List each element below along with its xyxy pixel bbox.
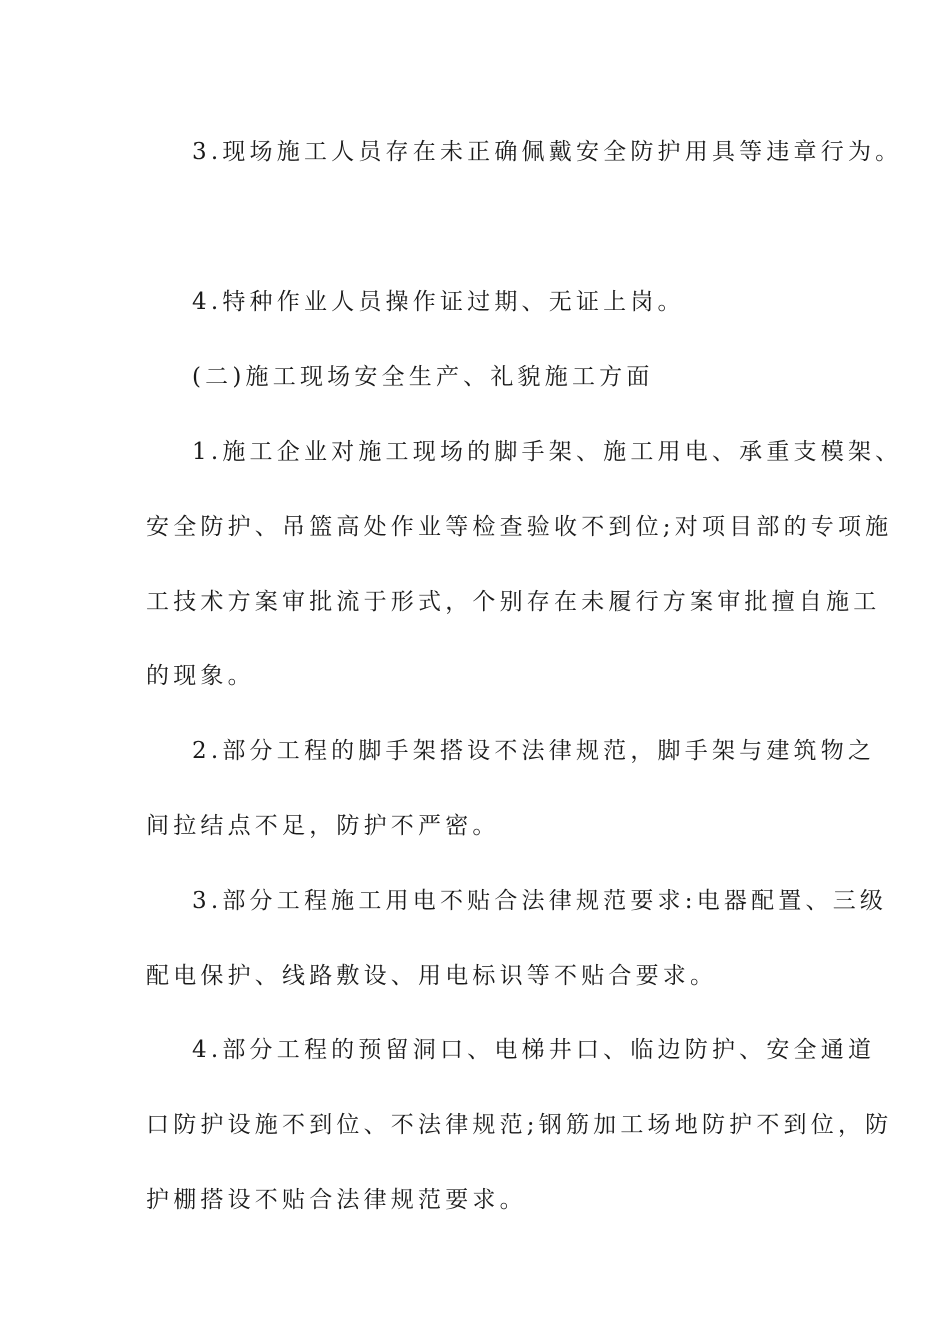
paragraph-line: 4.特种作业人员操作证过期、无证上岗。 [192, 289, 685, 315]
paragraph-line: 的现象。 [146, 663, 255, 689]
paragraph-line: 工技术方案审批流于形式，个别存在未履行方案审批擅自施工 [146, 589, 881, 615]
paragraph-line: 口防护设施不到位、不法律规范;钢筋加工场地防护不到位，防 [146, 1112, 893, 1138]
paragraph-line: 3.部分工程施工用电不贴合法律规范要求:电器配置、三级 [192, 888, 888, 914]
paragraph-line: 间拉结点不足，防护不严密。 [146, 813, 500, 839]
paragraph-line: 安全防护、吊篮高处作业等检查验收不到位;对项目部的专项施 [146, 514, 893, 540]
section-heading: (二)施工现场安全生产、礼貌施工方面 [192, 364, 654, 390]
paragraph-line: 1.施工企业对施工现场的脚手架、施工用电、承重支模架、 [192, 439, 903, 465]
paragraph-line: 配电保护、线路敷设、用电标识等不贴合要求。 [146, 963, 718, 989]
paragraph-line: 3.现场施工人员存在未正确佩戴安全防护用具等违章行为。 [192, 139, 903, 165]
paragraph-line: 2.部分工程的脚手架搭设不法律规范，脚手架与建筑物之 [192, 738, 876, 764]
paragraph-line: 护棚搭设不贴合法律规范要求。 [146, 1187, 527, 1213]
paragraph-line: 4.部分工程的预留洞口、电梯井口、临边防护、安全通道 [192, 1037, 876, 1063]
